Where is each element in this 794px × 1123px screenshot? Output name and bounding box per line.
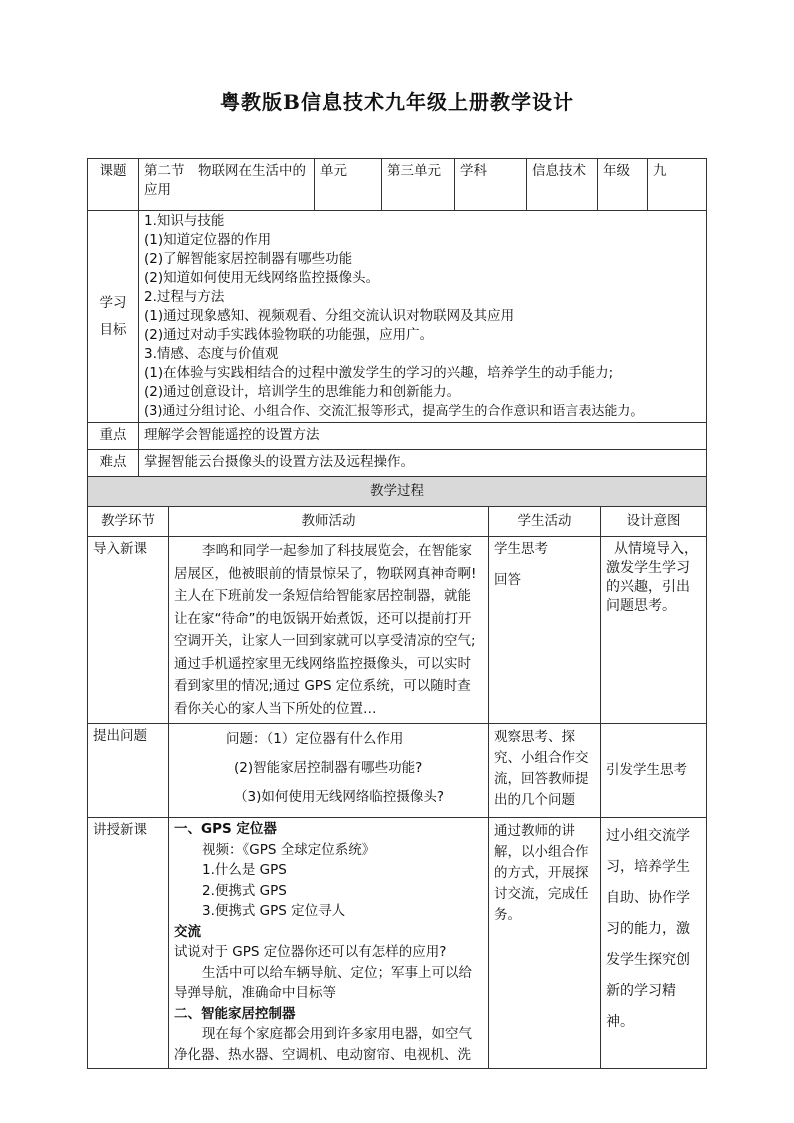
objective-line: 2.过程与方法 [144,289,225,305]
difficulty-label: 难点 [88,450,139,478]
question-line: (2)智能家居控制器有哪些功能? [234,760,423,776]
process-section-row [88,477,707,507]
student-activity-cell: 观察思考、探究、小组合作交流，回答教师提出的几个问题 [489,724,601,818]
column-header: 教师活动 [169,507,489,537]
subject-label: 学科 [455,159,527,211]
objective-line: (1)知道定位器的作用 [144,232,272,248]
exchange-heading: 交流 [174,923,201,940]
video-line: 视频：《GPS 全球定位系统》 [202,841,376,858]
teacher-activity-cell [169,818,489,1069]
objectives-label-line2: 目标 [99,321,127,338]
stage-cell: 提出问题 [88,724,169,818]
list-item: 3.便携式 GPS 定位寻人 [202,903,346,919]
question-line: （3)如何使用无线网络临控摄像头? [234,789,445,805]
objective-line: (1)通过现象感知、视频观看、分组交流认识对物联网及其应用 [144,308,515,324]
difficulty-row [88,450,707,478]
column-header: 教学环节 [88,507,169,537]
process-row-questions [88,724,707,818]
objective-line: (2)了解智能家居控制器有哪些功能 [144,251,353,267]
difficulty-value: 掌握智能云台摄像头的设置方法及远程操作。 [139,450,707,478]
design-intent-cell: 引发学生思考 [601,724,707,818]
grade-value: 九 [648,159,707,211]
objective-line: 3.情感、态度与价值观 [144,346,279,362]
objectives-label [88,211,139,423]
document-title: 粤教版B信息技术九年级上册教学设计 [220,90,574,114]
process-table [87,476,707,1069]
key-point-value: 理解学会智能遥控的设置方法 [139,423,707,450]
grade-label: 年级 [598,159,648,211]
teacher-activity-cell: 李鸣和同学一起参加了科技展览会，在智能家居展区，他被眼前的情景惊呆了，物联网真神奇啊!主人在下班前发一条短信给智能家居控制器，就能让在家“待命”的电饭锅开始煮饭，还可以提前打开空调开关，让家人一回到家就可以享受清凉的空气;通过手机遥控家里无线网络监控摄像头，可以实时看到家里的情况;通过 GPS 定位系统，可以随时查看你关心的家人当下所处的位置… [169,537,489,724]
objective-line: (1)在体验与实践相结合的过程中激发学生的学习的兴趣，培养学生的动手能力; [144,365,614,381]
objective-line: (2)通过创意设计，培训学生的思维能力和创新能力。 [144,384,461,400]
unit-value: 第三单元 [382,159,455,211]
key-point-label: 重点 [88,423,139,450]
process-row-intro [88,537,707,724]
section-heading: 二、智能家居控制器 [174,1005,296,1022]
objective-line: (2)知道如何使用无线网络监控摄像头。 [144,270,380,286]
stage-cell: 讲授新课 [88,818,169,1069]
key-point-row [88,423,707,450]
student-activity-line: 学生思考 [494,541,548,557]
process-row-lecture [88,818,707,1069]
objectives-label-line1: 学习 [99,294,127,311]
objectives-content [139,211,707,423]
paragraph-text: 现在每个家庭都会用到许多家用电器，如空气净化器、热水器、空调机、电动窗帘、电视机、洗 [174,1026,472,1063]
lesson-plan-table [87,158,707,478]
section-heading: 一、GPS 定位器 [174,821,277,837]
process-section-title: 教学过程 [88,477,707,507]
header-row [88,159,707,211]
answer-text: 生活中可以给车辆导航、定位；军事上可以给导弹导航，准确命中目标等 [174,964,472,1001]
column-header: 设计意图 [601,507,707,537]
objectives-row [88,211,707,423]
objective-line: 1.知识与技能 [144,213,225,229]
column-header: 学生活动 [489,507,601,537]
objective-line: (3)通过分组讨论、小组合作、交流汇报等形式，提高学生的合作意识和语言表达能力。 [144,404,644,419]
subject-value: 信息技术 [527,159,598,211]
topic-value: 第二节 物联网在生活中的应用 [139,159,315,211]
objective-line: (2)通过对动手实践体验物联的功能强，应用广。 [144,327,434,343]
question-text: 试说对于 GPS 定位器你还可以有怎样的应用? [174,944,447,960]
student-activity-cell: 通过教师的讲解，以小组合作的方式，开展探讨交流，完成任务。 [489,818,601,1069]
unit-label: 单元 [315,159,382,211]
design-intent-cell: 从情境导入，激发学生学习的兴趣，引出问题思考。 [601,537,707,724]
list-item: 1.什么是 GPS [202,862,287,878]
process-header-row [88,507,707,537]
student-activity-cell [489,537,601,724]
list-item: 2.便携式 GPS [202,882,287,899]
topic-label: 课题 [88,159,139,211]
design-intent-cell: 过小组交流学习，培养学生自助、协作学习的能力，激发学生探究创新的学习精神。 [601,818,707,1069]
student-activity-line: 回答 [494,572,521,588]
teacher-activity-cell [169,724,489,818]
question-line: 问题：（1）定位器有什么作用 [226,731,404,747]
stage-cell: 导入新课 [88,537,169,724]
